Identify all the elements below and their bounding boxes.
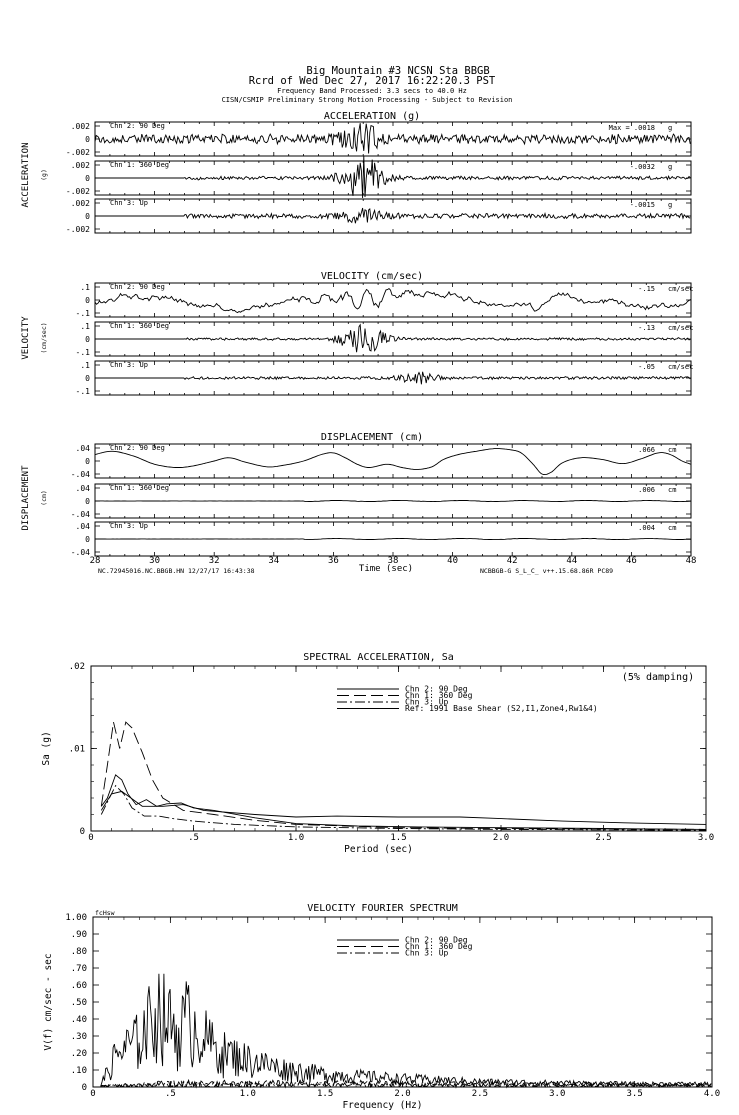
channel-label: Chn 1: 360 Deg [110,484,170,492]
legend [337,685,598,714]
y-tick-label: .90 [70,930,87,940]
channel-label: Chn 3: Up [110,522,148,530]
y-tick-label: .1 [80,361,90,370]
y-tick-label: .30 [70,1032,87,1042]
x-tick-label: 2.5 [471,1089,489,1099]
x-tick-label: 46 [625,556,637,566]
peak-value: -.0032 [629,163,655,171]
x-tick-label: 2.5 [595,833,612,843]
y-tick-label: .002 [70,122,90,131]
header-station: Big Mountain #3 NCSN Sta BBGB [306,65,490,77]
footer-processing-id: NCBBGB-G S_L_C_ v++.15.68.86R PC89 [480,567,614,575]
x-tick-label: 44 [566,556,578,566]
x-tick-label: .5 [188,833,199,843]
legend-label: Chn 2: 90 Deg [405,684,468,694]
series-line [101,974,711,1087]
y-tick-label: .04 [75,444,90,453]
y-tick-label: -.002 [65,148,90,157]
group-y-unit: (g) [40,169,48,181]
x-tick-label: 3.0 [549,1089,566,1099]
group-y-label: VELOCITY [21,316,31,360]
x-tick-label: 48 [685,556,697,566]
x-tick-label: 1.0 [287,833,305,843]
channel-panel [71,522,691,557]
y-tick-label: .10 [70,1066,87,1076]
spectral-acceleration-plot [41,652,714,855]
y-tick-label: -.002 [65,225,90,234]
y-tick-label: -.04 [70,470,90,479]
time-group-1 [21,271,693,396]
group-y-unit: (cm) [40,490,48,506]
channel-label: Chn 1: 360 Deg [110,322,170,330]
channel-panel [76,361,694,396]
y-tick-label: 0 [85,135,90,144]
channel-label: Chn 3: Up [110,199,148,207]
x-axis-title: Period (sec) [344,844,413,855]
peak-unit: g [668,124,673,132]
time-history-plots [21,111,696,574]
time-group-2 [21,432,691,557]
y-tick-label: -.1 [75,309,90,318]
y-tick-label: .70 [70,964,87,974]
y-tick-label: 1.00 [65,913,87,923]
x-tick-label: 0 [90,1089,96,1099]
chart-title: SPECTRAL ACCELERATION, Sa [303,652,454,663]
group-y-label: DISPLACEMENT [21,465,31,531]
peak-unit: cm/sec [668,285,694,293]
channel-panel [66,122,691,157]
y-tick-label: .002 [70,161,90,170]
x-tick-label: 1.0 [239,1089,256,1099]
y-tick-label: -.002 [65,187,90,196]
y-tick-label: 0 [85,457,90,466]
header-disclaimer: CISN/CSMIP Preliminary Strong Motion Processing - Subject to Revision [221,96,513,104]
legend-label: Chn 2: 90 Deg [405,935,468,945]
plot-frame [91,666,706,831]
x-axis-title: Time (sec) [358,564,414,574]
peak-value: -.05 [638,363,655,371]
y-axis-title: V(f) cm/sec - sec [43,953,54,1051]
y-tick-label: -.1 [75,348,90,357]
y-tick-label: .50 [70,998,87,1008]
y-tick-label: .002 [70,199,90,208]
peak-unit: cm/sec [668,363,694,371]
y-tick-label: -.1 [75,387,90,396]
channel-trace [95,123,690,153]
legend-label: Chn 3: Up [405,948,449,958]
x-axis-title: Frequency (Hz) [342,1100,423,1111]
x-tick-label: 40 [447,556,459,566]
peak-value: .066 [638,446,655,454]
header-band: Frequency Band Processed: 3.3 secs to 40.0 Hz [277,87,467,95]
x-tick-label: 36 [327,556,339,566]
x-tick-label: 2.0 [492,833,510,843]
y-tick-label: .01 [68,744,85,755]
x-tick-label: 38 [387,556,399,566]
y-tick-label: 0 [85,296,90,305]
channel-label: Chn 2: 90 Deg [110,122,165,130]
damping-note: (5% damping) [621,672,695,683]
x-tick-label: 30 [149,556,161,566]
group-title: ACCELERATION (g) [323,111,421,122]
y-tick-label: .60 [70,981,87,991]
group-y-unit: (cm/sec) [40,322,48,354]
panel-frame [95,444,691,478]
series-line [101,786,706,831]
channel-panel [76,283,694,318]
y-tick-label: 0 [85,374,90,383]
group-y-label: ACCELERATION [21,142,31,208]
peak-unit: cm [668,446,677,454]
x-tick-label: 1.5 [316,1089,334,1099]
x-tick-label: 32 [208,556,220,566]
y-tick-label: .1 [80,283,90,292]
channel-trace [95,325,690,352]
legend-label: Chn 3: Up [405,697,449,707]
group-title: DISPLACEMENT (cm) [320,432,424,443]
legend [337,936,473,958]
chart-title: VELOCITY FOURIER SPECTRUM [307,903,458,914]
channel-trace [95,538,691,539]
channel-panel [76,322,694,357]
x-tick-label: 3.0 [697,833,715,843]
y-tick-label: .02 [68,662,85,672]
x-tick-label: 0 [88,833,94,843]
peak-value: .006 [638,486,655,494]
peak-unit: g [668,163,673,171]
y-tick-label: .04 [75,522,90,531]
peak-value: -.15 [638,285,655,293]
peak-value: -.13 [638,324,655,332]
y-tick-label: 0 [85,174,90,183]
peak-unit: cm [668,524,677,532]
x-tick-label: 2.0 [394,1089,411,1099]
peak-unit: cm/sec [668,324,694,332]
channel-label: Chn 1: 360 Deg [110,161,170,169]
channel-panel [66,156,691,198]
series-line [101,722,706,829]
y-tick-label: -.04 [70,510,90,519]
time-group-0 [21,111,691,234]
series-line [101,791,706,824]
x-tick-label: .5 [164,1089,176,1099]
channel-panel [66,199,691,234]
channel-panel [71,484,691,519]
y-tick-label: 0 [79,827,85,837]
peak-unit: cm [668,486,677,494]
fourier-spectrum-plot [43,903,720,1111]
y-tick-label: .40 [70,1015,87,1025]
channel-trace [95,500,691,501]
channel-label: Chn 2: 90 Deg [110,283,165,291]
y-tick-label: -.04 [70,548,90,557]
x-tick-label: 1.5 [390,833,407,843]
peak-value: .004 [638,524,655,532]
series-line [101,775,706,830]
channel-trace [95,372,690,385]
x-tick-label: 42 [506,556,518,566]
y-tick-label: .1 [80,322,90,331]
peak-value: Max = .0018 [608,124,655,132]
channel-trace [95,449,691,475]
y-tick-label: 0 [85,535,90,544]
channel-trace [95,289,691,313]
y-axis-title: Sa (g) [41,731,52,766]
legend-label: Chn 1: 360 Deg [405,942,473,951]
footer-record-id: NC.72945016.NC.BBGB.HN 12/27/17 16:43:38 [98,567,255,575]
y-tick-label: .04 [75,484,90,493]
channel-trace [95,208,690,223]
channel-label: Chn 3: Up [110,361,148,369]
legend-label: Chn 1: 360 Deg [405,691,473,700]
x-tick-label: 4.0 [703,1089,721,1099]
peak-value: -.0015 [629,201,655,209]
group-title: VELOCITY (cm/sec) [320,271,424,282]
channel-label: Chn 2: 90 Deg [110,444,165,452]
x-tick-label: 28 [89,556,101,566]
y-tick-label: 0 [85,335,90,344]
y-tick-label: 0 [81,1083,87,1093]
legend-label: Ref: 1991 Base Shear (S2,I1,Zone4,Rw1&4) [405,704,598,713]
corner-label: fcHsw [95,909,115,917]
channel-panel [71,444,691,479]
y-tick-label: .80 [70,947,87,957]
x-tick-label: 34 [268,556,280,566]
header-record: Rcrd of Wed Dec 27, 2017 16:22:20.3 PST [248,75,496,87]
y-tick-label: .20 [70,1049,87,1059]
y-tick-label: 0 [85,497,90,506]
peak-unit: g [668,201,673,209]
y-tick-label: 0 [85,212,90,221]
x-tick-label: 3.5 [626,1089,643,1099]
